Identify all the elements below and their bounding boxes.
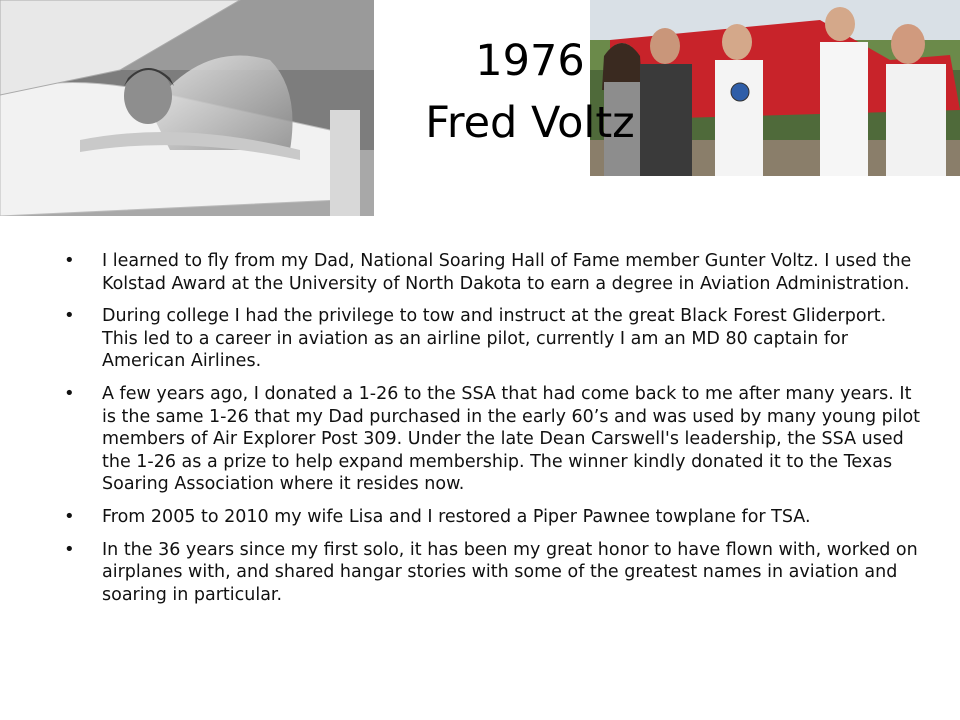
bullet-text: A few years ago, I donated a 1-26 to the SSA that had come back to me after many years. It is the same 1-26 that my Dad purchased in the early 60’s and was used by many young pilot members of Air Explorer Post 309. Under the late Dean Carswell's leadership, the SSA used the 1-26 as a prize to help expand membership. The winner kindly donated it to the Texas Soaring Association where it resides now. bbox=[102, 383, 921, 495]
glider-cockpit-photo bbox=[0, 0, 374, 216]
bullet-text: From 2005 to 2010 my wife Lisa and I restored a Piper Pawnee towplane for TSA. bbox=[102, 506, 811, 527]
slide-title bbox=[330, 30, 730, 154]
glider-cockpit-illustration bbox=[0, 0, 374, 216]
list-item bbox=[62, 539, 922, 607]
bullet-icon: • bbox=[64, 505, 75, 527]
list-item bbox=[62, 383, 922, 496]
bullet-icon: • bbox=[64, 382, 75, 404]
bullet-icon: • bbox=[64, 250, 75, 271]
list-item bbox=[62, 506, 922, 529]
list-item bbox=[62, 250, 922, 295]
bullet-text: I learned to fly from my Dad, National Soaring Hall of Fame member Gunter Voltz. I used the Kolstad Award at the University of North Dakota to earn a degree in Aviation Administration. bbox=[102, 251, 912, 294]
bullet-list bbox=[62, 250, 922, 616]
bullet-icon: • bbox=[64, 305, 75, 327]
slide-title-year: 1976 bbox=[475, 36, 585, 86]
list-item bbox=[62, 305, 922, 373]
slide-title-name: Fred Voltz bbox=[425, 98, 635, 148]
bullet-text: In the 36 years since my first solo, it has been my great honor to have flown with, worked on airplanes with, and shared hangar stories with some of the greatest names in aviation and soaring in particular. bbox=[102, 539, 918, 605]
bullet-icon: • bbox=[64, 538, 75, 560]
bullet-text: During college I had the privilege to tow and instruct at the great Black Forest Gliderport. This led to a career in aviation as an airline pilot, currently I am an MD 80 captain for American Airlines. bbox=[102, 306, 887, 372]
